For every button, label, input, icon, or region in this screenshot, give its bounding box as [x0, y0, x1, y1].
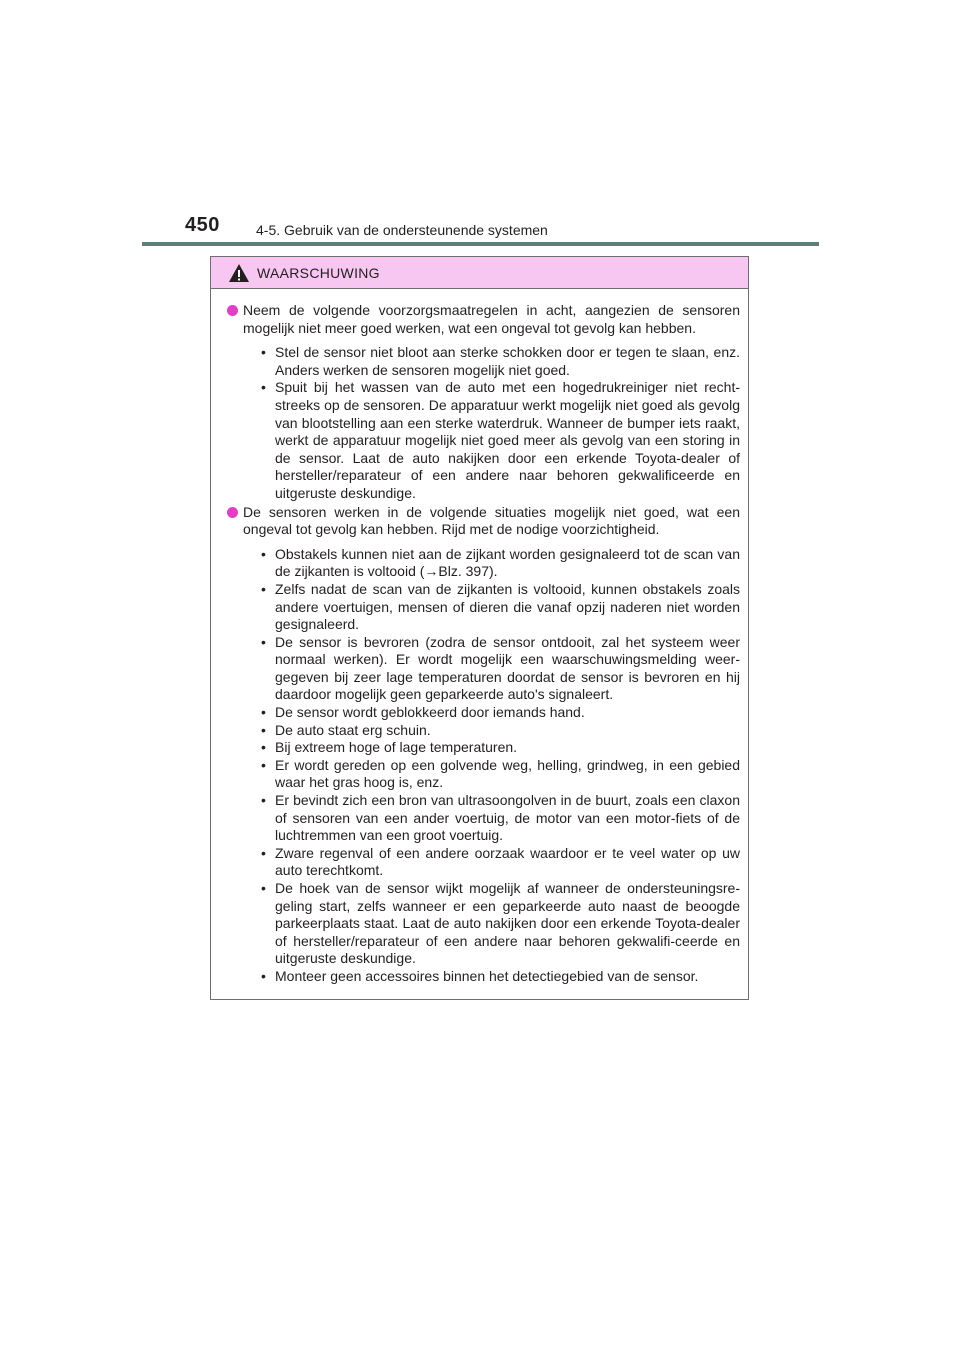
warning-sublist: [259, 546, 740, 986]
warning-header: [211, 257, 748, 289]
warning-label: WAARSCHUWING: [257, 265, 380, 281]
sub-item: • Zware regenval of een andere oorzaak waardoor er te veel water op uw auto terechtkomt.: [259, 845, 740, 880]
sub-item: • Monteer geen accessoires binnen het detectiegebied van de sensor.: [259, 968, 740, 986]
warning-triangle-icon: [228, 263, 250, 283]
sub-item: • De auto staat erg schuin.: [259, 722, 740, 740]
warning-box: [210, 256, 749, 1000]
sub-item: • De sensor wordt geblokkeerd door iemands hand.: [259, 704, 740, 722]
warning-body: [211, 289, 748, 986]
sub-item: • Obstakels kunnen niet aan de zijkant worden gesignaleerd tot de scan van de zijkanten is voltooid (→Blz. 397).: [259, 546, 740, 581]
sub-item: • Stel de sensor niet bloot aan sterke schokken door er tegen te slaan, enz. Anders werken de sensoren mogelijk niet goed.: [259, 344, 740, 379]
header-rule: [142, 242, 819, 246]
sub-item: • Er bevindt zich een bron van ultrasoongolven in de buurt, zoals een claxon of sensoren van een ander voertuig, de motor van een motor-fiets of de luchtremmen van een groot voertuig.: [259, 792, 740, 845]
sub-item: • Spuit bij het wassen van de auto met een hogedrukreiniger niet recht-streeks op de sensoren. De apparatuur werkt mogelijk niet goed als gevolg van blootstelling aan een sterke waterdruk. Wanneer de bumper iets raakt, werkt de apparatuur mogelijk niet goed meer als gevolg van een storing in de sensor. Laat de auto nakijken door een erkende Toyota-dealer of hersteller/reparateur of een andere naar behoren gekwalificeerde en uitgeruste deskundige.: [259, 379, 740, 502]
page-number: 450: [185, 214, 220, 236]
sub-item: • Bij extreem hoge of lage temperaturen.: [259, 739, 740, 757]
sub-item: • Zelfs nadat de scan van de zijkanten is voltooid, kunnen obstakels zoals andere voertuigen, mensen of dieren die vanaf opzij naderen niet worden gesignaleerd.: [259, 581, 740, 634]
section-title: 4-5. Gebruik van de ondersteunende systemen: [256, 222, 548, 238]
warning-item-text: Neem de volgende voorzorgsmaatregelen in acht, aangezien de sensoren mogelijk niet meer goed werken, wat een ongeval tot gevolg kan hebben.: [243, 302, 740, 336]
sub-item: • De hoek van de sensor wijkt mogelijk af wanneer de ondersteuningsre-geling start, zelfs wanneer er een geparkeerde auto naast de beoogde parkeerplaats staat. Laat de auto nakijken door een erkende Toyota-dealer of hersteller/reparateur of een andere naar behoren gekwalifi-ceerde en uitgeruste deskundige.: [259, 880, 740, 968]
warning-item-1: [227, 302, 740, 503]
warning-item-2: [227, 504, 740, 986]
warning-sublist: [259, 344, 740, 502]
bullet-dot-icon: [227, 507, 238, 518]
warning-item-text: De sensoren werken in de volgende situaties mogelijk niet goed, wat een ongeval tot gevolg kan hebben. Rijd met de nodige voorzichtigheid.: [243, 503, 740, 538]
bullet-dot-icon: [227, 305, 238, 316]
sub-item: • De sensor is bevroren (zodra de sensor ontdooit, zal het systeem weer normaal werken). Er wordt mogelijk een waarschuwingsmelding weer-gegeven bij zeer lage temperaturen doordat de sensor is bevroren en hij daardoor mogelijk geen geparkeerde auto's signaleert.: [259, 634, 740, 704]
sub-item: • Er wordt gereden op een golvende weg, helling, grindweg, in een gebied waar het gras hoog is, enz.: [259, 757, 740, 792]
